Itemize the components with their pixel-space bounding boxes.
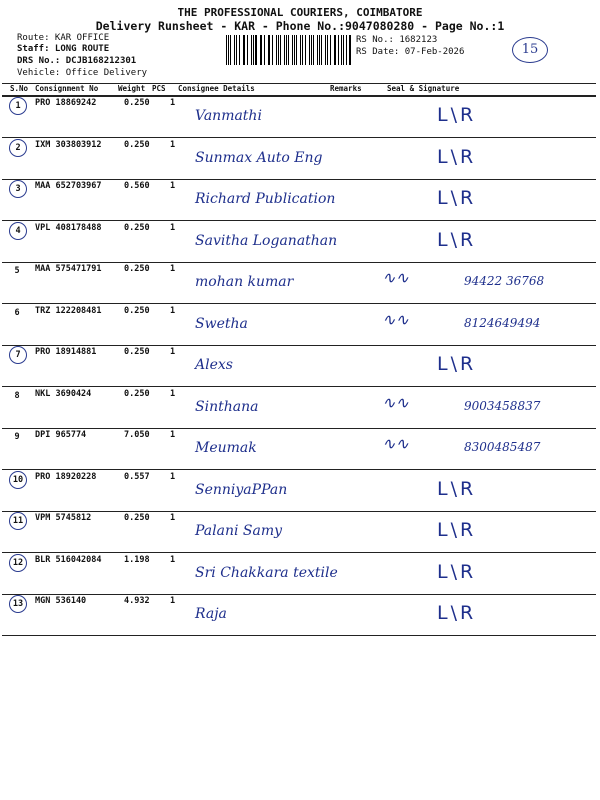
consignment-number: DPI 965774 [35,430,87,440]
barcode-bar [251,35,252,65]
signature-scribble-icon: ∿∿ [382,434,409,453]
table-row [2,221,596,263]
weight-value: 0.250 [124,306,150,316]
consignee-handwritten: Meumak [195,440,257,456]
row-divider [2,635,596,636]
consignment-number: TRZ 122208481 [35,306,102,316]
pcs-value: 1 [170,306,176,316]
consignee-handwritten: Raja [195,606,227,622]
pcs-value: 1 [170,430,176,440]
table-row [2,511,596,553]
table-row [2,553,596,595]
barcode-bar [343,35,344,65]
weight-value: 1.198 [124,555,150,565]
barcode-bar [276,35,277,65]
barcode-bar [327,35,328,65]
table-header [2,83,598,95]
company-title: THE PROFESSIONAL COURIERS, COIMBATORE [177,6,423,19]
signature-mark: L\R [437,602,477,624]
pcs-value: 1 [170,389,176,399]
barcode-bar [335,35,336,65]
barcode-bar [300,35,301,65]
consignee-handwritten: Savitha Loganathan [195,233,338,249]
row-serial: 3 [9,180,27,198]
staff-label: Staff: LONG ROUTE [17,44,110,54]
consignee-handwritten: SenniyaPPan [195,482,288,498]
receiver-phone-note: 8124649494 [464,316,541,330]
table-row [2,428,596,470]
vehicle-label: Vehicle: Office Delivery [17,68,148,78]
barcode-bar [349,35,350,65]
col-consignee: Consignee Details [178,84,255,93]
consignment-number: NKL 3690424 [35,389,92,399]
barcode-bar [234,35,235,65]
table-row [2,304,596,346]
barcode-bar [226,35,227,65]
barcode-bar [272,35,273,65]
barcode-bar [325,35,326,65]
consignee-handwritten: Richard Publication [195,191,336,207]
pcs-value: 1 [170,98,176,108]
pcs-value: 1 [170,347,176,357]
barcode-bar [280,35,281,65]
receiver-phone-note: 94422 36768 [464,274,545,288]
consignment-number: PRO 18920228 [35,472,97,482]
pcs-value: 1 [170,223,176,233]
weight-value: 0.250 [124,264,150,274]
table-row [2,262,596,304]
table-row [2,96,596,138]
weight-value: 0.250 [124,140,150,150]
barcode-bar [288,35,289,65]
table-row [2,387,596,429]
barcode-bar [255,35,256,65]
col-sno: S.No [10,84,29,93]
signature-mark: L\R [437,104,477,126]
weight-value: 0.250 [124,98,150,108]
col-remarks: Remarks [330,84,362,93]
table-row [2,345,596,387]
consignment-number: PRO 18914881 [35,347,97,357]
signature-scribble-icon: ∿∿ [382,268,409,287]
pcs-value: 1 [170,264,176,274]
rs-number: RS No.: 1682123 [356,35,438,45]
row-serial: 7 [9,346,27,364]
signature-scribble-icon: ∿∿ [382,310,409,329]
weight-value: 0.557 [124,472,150,482]
consignee-handwritten: Swetha [195,316,248,332]
barcode-bar [317,35,318,65]
signature-mark: L\R [437,478,477,500]
barcode-bar [309,35,310,65]
consignment-number: BLR 516042084 [35,555,102,565]
signature-mark: L\R [437,353,477,375]
row-serial: 12 [9,554,27,572]
weight-value: 0.250 [124,223,150,233]
signature-scribble-icon: ∿∿ [382,393,409,412]
weight-value: 0.560 [124,181,150,191]
table-row [2,594,596,636]
weight-value: 0.250 [124,513,150,523]
drs-number: DRS No.: DCJB168212301 [17,56,137,66]
receiver-phone-note: 9003458837 [464,399,541,413]
runsheet-subtitle: Delivery Runsheet - KAR - Phone No.:9047080280 - Page No.:1 [95,19,505,33]
row-serial: 11 [9,512,27,530]
consignee-handwritten: Sri Chakkara textile [195,565,338,581]
consignee-handwritten: Sunmax Auto Eng [195,150,323,166]
consignee-handwritten: mohan kumar [195,274,294,290]
signature-mark: L\R [437,146,477,168]
barcode-bar [247,35,248,65]
consignment-number: IXM 303803912 [35,140,102,150]
weight-value: 4.932 [124,596,150,606]
receiver-phone-note: 8300485487 [464,440,541,454]
col-consignment: Consignment No [35,84,99,93]
signature-mark: L\R [437,229,477,251]
barcode-bar [302,35,303,65]
signature-mark: L\R [437,561,477,583]
consignment-number: VPM 5745812 [35,513,92,523]
signature-mark: L\R [437,187,477,209]
row-serial: 2 [9,139,27,157]
pcs-value: 1 [170,555,176,565]
row-serial: 8 [14,391,20,401]
weight-value: 0.250 [124,347,150,357]
consignee-handwritten: Vanmathi [195,108,262,124]
pcs-value: 1 [170,140,176,150]
pcs-value: 1 [170,181,176,191]
col-seal: Seal & Signature [387,84,460,93]
row-serial: 5 [14,266,20,276]
consignment-number: PRO 18869242 [35,98,97,108]
row-serial: 4 [9,222,27,240]
row-serial: 1 [9,97,27,115]
consignment-number: VPL 408178488 [35,223,102,233]
barcode-bar [264,35,265,65]
col-weight: Weight [118,84,146,93]
table-row [2,470,596,512]
consignment-number: MAA 652703967 [35,181,102,191]
pcs-value: 1 [170,472,176,482]
consignee-handwritten: Alexs [195,357,233,373]
signature-mark: L\R [437,519,477,541]
count-mark: 15 [512,37,548,63]
pcs-value: 1 [170,513,176,523]
route-label: Route: KAR OFFICE [17,33,110,43]
barcode-bar [236,35,237,65]
pcs-value: 1 [170,596,176,606]
barcode [226,35,352,65]
table-row [2,138,596,180]
row-serial: 10 [9,471,27,489]
consignee-handwritten: Sinthana [195,399,259,415]
weight-value: 7.050 [124,430,150,440]
row-serial: 6 [14,308,20,318]
weight-value: 0.250 [124,389,150,399]
consignment-number: MGN 536140 [35,596,87,606]
table-row [2,179,596,221]
rs-date: RS Date: 07-Feb-2026 [356,47,465,57]
header-top-rule [2,83,596,84]
consignment-number: MAA 575471791 [35,264,102,274]
row-serial: 9 [14,432,20,442]
col-pcs: PCS [152,84,166,93]
consignee-handwritten: Palani Samy [195,523,283,539]
row-serial: 13 [9,595,27,613]
